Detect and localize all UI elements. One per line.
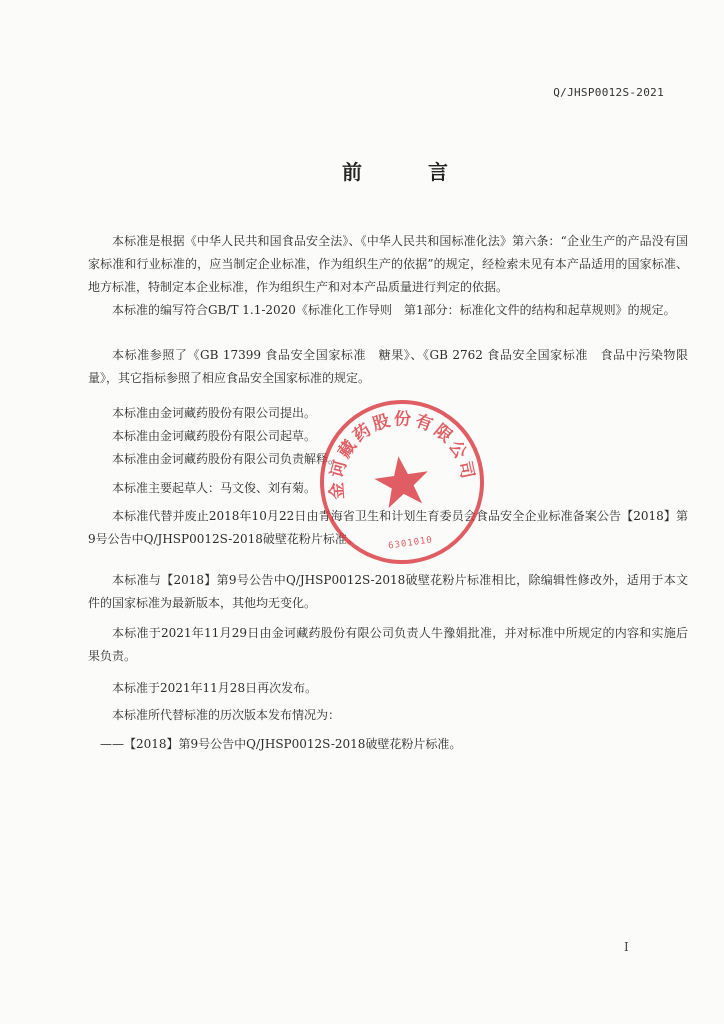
company-seal-stamp: [305, 385, 499, 579]
paragraph-proposer: 本标准由金诃藏药股份有限公司提出。: [112, 406, 317, 420]
paragraph-drafting-rules: 本标准的编写符合GB/T 1.1-2020《标准化工作导则 第1部分：标准化文件的结构和起草规则》的规定。: [112, 303, 676, 317]
paragraph-history-item: ——【2018】第9号公告中Q/JHSP0012S-2018破壁花粉片标准。: [100, 737, 462, 751]
paragraph-authors: 本标准主要起草人：马文俊、刘有菊。: [112, 481, 317, 495]
paragraph-approval: 本标准于2021年11月29日由金诃藏药股份有限公司负责人牛豫娟批准，并对标准中所规定的内容和实施后果负责。: [88, 626, 688, 663]
paragraph-interpreter: 本标准由金诃藏药股份有限公司负责解释。: [112, 452, 341, 466]
paragraph-references: 本标准参照了《GB 17399 食品安全国家标准 糖果》、《GB 2762 食品安全国家标准 食品中污染物限量》，其它指标参照了相应食品安全国家标准的规定。: [88, 348, 688, 385]
page-title: 前言: [342, 160, 514, 184]
page-number: I: [624, 940, 629, 954]
paragraph-release: 本标准于2021年11月28日再次发布。: [112, 681, 318, 695]
paragraph-history-intro: 本标准所代替标准的历次版本发布情况为：: [112, 708, 341, 722]
seal-star-icon: [372, 452, 432, 509]
paragraph-drafter: 本标准由金诃藏药股份有限公司起草。: [112, 429, 317, 443]
svg-text:金诃藏药股份有限公司: 金诃藏药股份有限公司: [326, 409, 478, 501]
document-code: Q/JHSP0012S-2021: [553, 86, 664, 99]
paragraph-comparison: 本标准与【2018】第9号公告中Q/JHSP0012S-2018破壁花粉片标准相比，除编辑性修改外，适用于本文件的国家标准为最新版本，其他均无变化。: [88, 573, 688, 610]
svg-text:6301010: 6301010: [387, 535, 434, 552]
paragraph-replacement: 本标准代替并废止2018年10月22日由青海省卫生和计划生育委员会食品安全企业标准备案公告【2018】第9号公告中Q/JHSP0012S-2018破壁花粉片标准。: [88, 509, 688, 546]
paragraph-basis: 本标准是根据《中华人民共和国食品安全法》、《中华人民共和国标准化法》第六条：“企业生产的产品没有国家标准和行业标准的，应当制定企业标准，作为组织生产的依据”的规定，经检索未见有本产品适用的国家标准、地方标准，特制定本企业标准，作为组织生产和对本产品质量进行判定的依据。: [88, 234, 688, 294]
